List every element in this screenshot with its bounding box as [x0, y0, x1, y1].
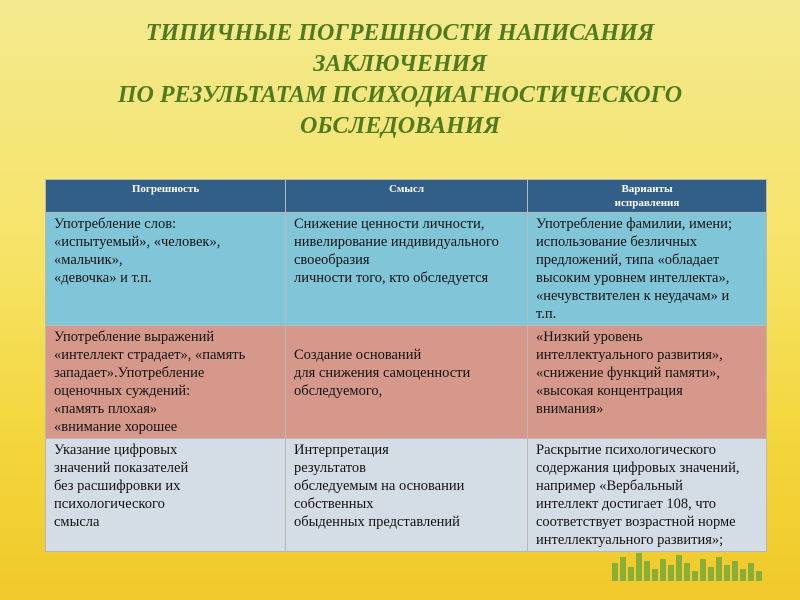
title-line-1: ТИПИЧНЫЕ ПОГРЕШНОСТИ НАПИСАНИЯ	[145, 20, 655, 46]
cell-meaning: Снижение ценности личности, нивелирование индивидуального своеобразия личности того, кто обследуется	[286, 213, 528, 326]
slide-title	[40, 18, 760, 142]
cell-fix: «Низкий уровень интеллектуального развития», «снижение функций памяти», «высокая концентрация внимания»	[528, 326, 767, 439]
table-row	[46, 439, 767, 552]
header-fix: Варианты исправления	[528, 180, 767, 213]
cell-error: Употребление выражений «интеллект страдает», «память западает».Употребление оценочных суждений: «память плохая» «внимание хорошее	[46, 326, 286, 439]
title-line-2: ЗАКЛЮЧЕНИЯ	[313, 51, 487, 77]
errors-table	[45, 179, 767, 552]
cell-meaning: Создание оснований для снижения самоценности обследуемого,	[286, 326, 528, 439]
cell-error: Указание цифровых значений показателей без расшифровки их психологического смысла	[46, 439, 286, 552]
cell-error: Употребление слов: «испытуемый», «человек», «мальчик», «девочка» и т.п.	[46, 213, 286, 326]
table-row	[46, 213, 767, 326]
cell-meaning: Интерпретация результатов обследуемым на основании собственных обыденных представлений	[286, 439, 528, 552]
header-error: Погрешность	[46, 180, 286, 213]
table-row	[46, 326, 767, 439]
header-meaning: Смысл	[286, 180, 528, 213]
table-header-row	[46, 180, 767, 213]
title-line-3: ПО РЕЗУЛЬТАТАМ ПСИХОДИАГНОСТИЧЕСКОГО	[117, 82, 683, 108]
title-line-4: ОБСЛЕДОВАНИЯ	[299, 113, 501, 139]
cell-fix: Раскрытие психологического содержания цифровых значений, например «Вербальный интеллект достигает 108, что соответствует возрастной норме интеллектуального развития»;	[528, 439, 767, 552]
mosaic-logo-icon	[612, 551, 762, 585]
cell-fix: Употребление фамилии, имени; использование безличных предложений, типа «обладает высоким уровнем интеллекта», «нечувствителен к неудачам» и т.п.	[528, 213, 767, 326]
